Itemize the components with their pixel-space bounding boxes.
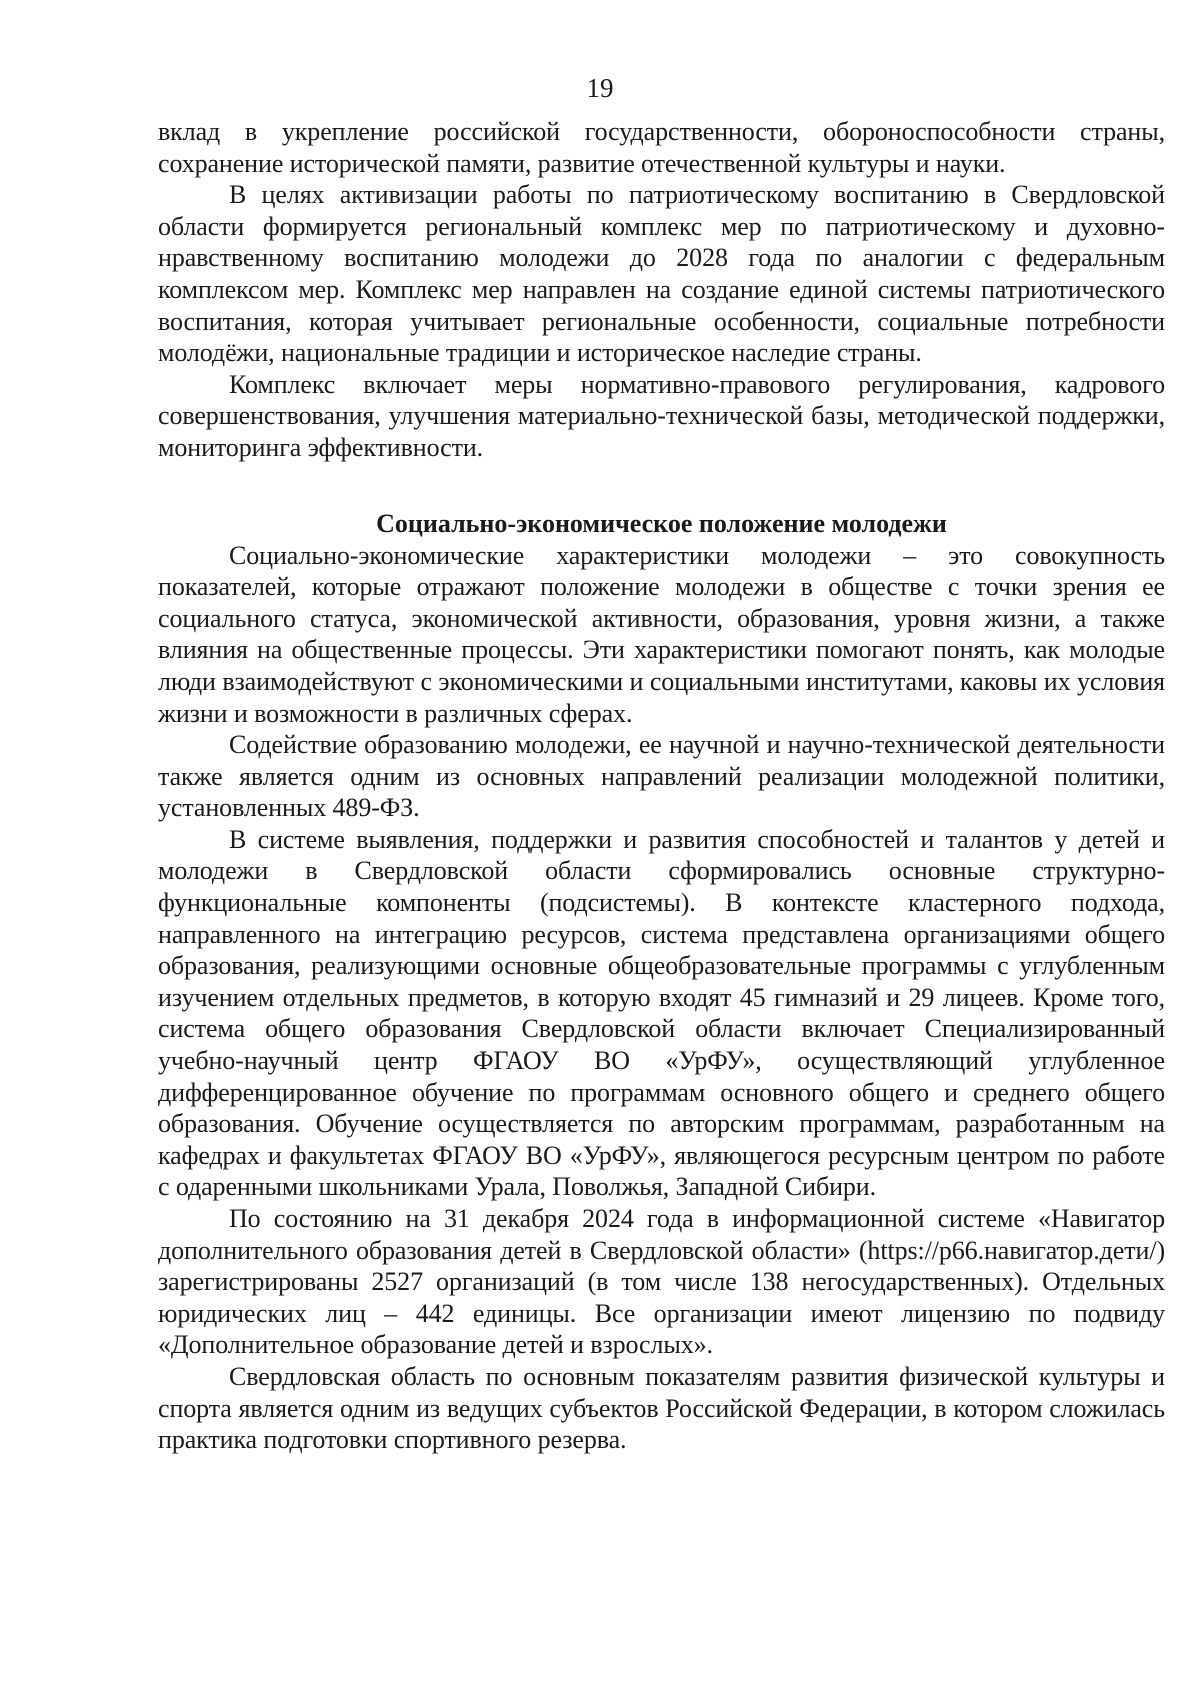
paragraph-sports-reserve: Свердловская область по основным показателям развития физической культуры и спорта является одним из ведущих субъектов Российской Федерации, в котором сложилась практика подготовки спортивного резерва. [158, 1361, 1165, 1455]
page-number: 19 [586, 73, 614, 103]
paragraph-complex-measures: Комплекс включает меры нормативно-правового регулирования, кадрового совершенствования, улучшения материально-технической базы, методической поддержки, мониторинга эффективности. [158, 369, 1165, 462]
section-spacer [158, 464, 1165, 508]
paragraph-continuation: вклад в укрепление российской государственности, обороноспособности страны, сохранение исторической памяти, развитие отечественной культуры и науки. [158, 117, 1165, 178]
paragraph-navigator-statistics: По состоянию на 31 декабря 2024 года в информационной системе «Навигатор дополнительного образования детей в Свердловской области» (https://р66.навигатор.дети/) зарегистрированы 2527 организаций (в том числе 138 негосударственных). Отдельных юридических лиц – 442 единицы. Все организации имеют лицензию по подвиду «Дополнительное образование детей и взрослых». [158, 1204, 1165, 1360]
paragraph-patriotic-complex: В целях активизации работы по патриотическому воспитанию в Свердловской области формируется региональный комплекс мер по патриотическому и духовно-нравственному воспитанию молодежи до 2028 года по аналогии с федеральным комплексом мер. Комплекс мер направлен на создание единой системы патриотического воспитания, которая учитывает региональные особенности, социальные потребности молодёжи, национальные традиции и историческое наследие страны. [158, 180, 1165, 368]
paragraph-socioeconomic-definition: Социально-экономические характеристики молодежи – это совокупность показателей, которые отражают положение молодежи в обществе с точки зрения ее социального статуса, экономической активности, образования, уровня жизни, а также влияния на общественные процессы. Эти характеристики помогают понять, как молодые люди взаимодействуют с экономическими и социальными институтами, каковы их условия жизни и возможности в различных сферах. [158, 540, 1165, 728]
section-heading: Социально-экономическое положение молодежи [376, 508, 947, 538]
paragraph-talent-system: В системе выявления, поддержки и развития способностей и талантов у детей и молодежи в Свердловской области сформировались основные структурно-функциональные компоненты (подсистемы). В контексте кластерного подхода, направленного на интеграцию ресурсов, система представлена организациями общего образования, реализующими основные общеобразовательные программы с углубленным изучением отдельных предметов, в которую входят 45 гимназий и 29 лицеев. Кроме того, система общего образования Свердловской области включает Специализированный учебно-научный центр ФГАОУ ВО «УрФУ», осуществляющий углубленное дифференцированное обучение по программам основного общего и среднего общего образования. Обучение осуществляется по авторским программам, разработанным на кафедрах и факультетах ФГАОУ ВО «УрФУ», являющегося ресурсным центром по работе с одаренными школьниками Урала, Поволжья, Западной Сибири. [158, 824, 1165, 1202]
document-body [158, 116, 1165, 1456]
paragraph-education-support: Содействие образованию молодежи, ее научной и научно-технической деятельности также является одним из основных направлений реализации молодежной политики, установленных 489-ФЗ. [158, 730, 1165, 823]
